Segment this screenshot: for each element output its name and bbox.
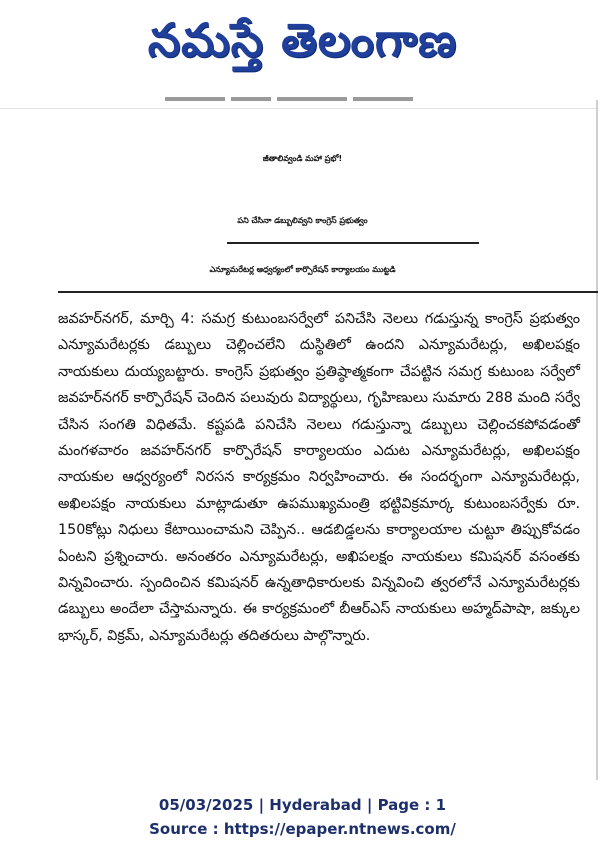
- article-headline: జీతాలివ్వండి మహా ప్రభో!: [262, 154, 343, 163]
- footer-source: Source : https://epaper.ntnews.com/: [149, 820, 456, 838]
- masthead-logo: నమస్తే తెలంగాణ: [147, 13, 458, 67]
- subheadline-1-underline: [227, 242, 479, 244]
- clipped-text-fragment: [165, 95, 435, 104]
- right-column-rule: [596, 100, 598, 780]
- article-subheadline-2: ఎన్యూమరేటర్ల ఆధ్వర్యంలో కార్పొరేషన్ కార్యాలయం ముట్టడి: [209, 265, 396, 274]
- clipped-dateline-strip: [165, 92, 435, 104]
- subheadline-2-underline: [58, 291, 598, 293]
- top-divider: [0, 108, 596, 109]
- article-subheadline-1: పని చేసినా డబ్బులివ్వని కాంగ్రెస్ ప్రభుత్వం: [237, 216, 368, 225]
- masthead: [0, 0, 605, 92]
- article-body: [58, 306, 580, 649]
- article-body-paragraph: జవహర్‌నగర్, మార్చి 4: సమగ్ర కుటుంబసర్వేలో పనిచేసి నెలలు గడుస్తున్న కాంగ్రెస్ ప్రభుత్వం ఎన్యూమరేటర్లకు డబ్బులు చెల్లించలేని దుస్థితిలో ఉందని ఎన్యూమరేటర్లు, అఖిలపక్షం నాయకులు దుయ్యబట్టారు. కాంగ్రెస్ ప్రభుత్వం ప్రతిష్ఠాత్మకంగా చేపట్టిన సమగ్ర కుటుంబ సర్వేలో జవహర్‌నగర్ కార్పొరేషన్ చెందిన పలువురు విద్యార్థులు, గృహిణులు సుమారు 288 మంది సర్వే చేసిన సంగతి విధితమే. కష్టపడి పనిచేసి నెలలు గడుస్తున్నా డబ్బులు చెల్లించకపోవడంతో మంగళవారం జవహర్‌నగర్ కార్పొరేషన్ కార్యాలయం ఎదుట ఎన్యూమరేటర్లు, అఖిలపక్షం నాయకుల ఆధ్వర్యంలో నిరసన కార్యక్రమం నిర్వహించారు. ఈ సందర్భంగా ఎన్యూమరేటర్లు, అఖిలపక్షం నాయకులు మాట్లాడుతూ ఉపముఖ్యమంత్రి భట్టివిక్రమార్క కుటుంబసర్వేకు రూ. 150కోట్లు నిధులు కేటాయించామని చెప్పిన.. ఆడబిడ్డలను కార్యాలయాల చుట్టూ తిప్పుకోవడం ఏంటని ప్రశ్నించారు. అనంతరం ఎన్యూమరేటర్లు, అఖిపలక్షం నాయకులు కమిషనర్ వసంతకు విన్నవించారు. స్పందించిన కమిషనర్ ఉన్నతాధికారులకు విన్నవించి త్వరలోనే ఎన్యూమరేటర్లకు డబ్బులు అందేలా చేస్తామన్నారు. ఈ కార్యక్రమంలో బీఆర్‌ఎస్ నాయకులు అహ్మద్‌పాషా, జక్కుల భాస్కర్, విక్రమ్, ఎన్యూమరేటర్లు తదితరులు పాల్గొన్నారు.: [58, 311, 580, 644]
- footer-dateline: 05/03/2025 | Hyderabad | Page : 1: [158, 796, 447, 814]
